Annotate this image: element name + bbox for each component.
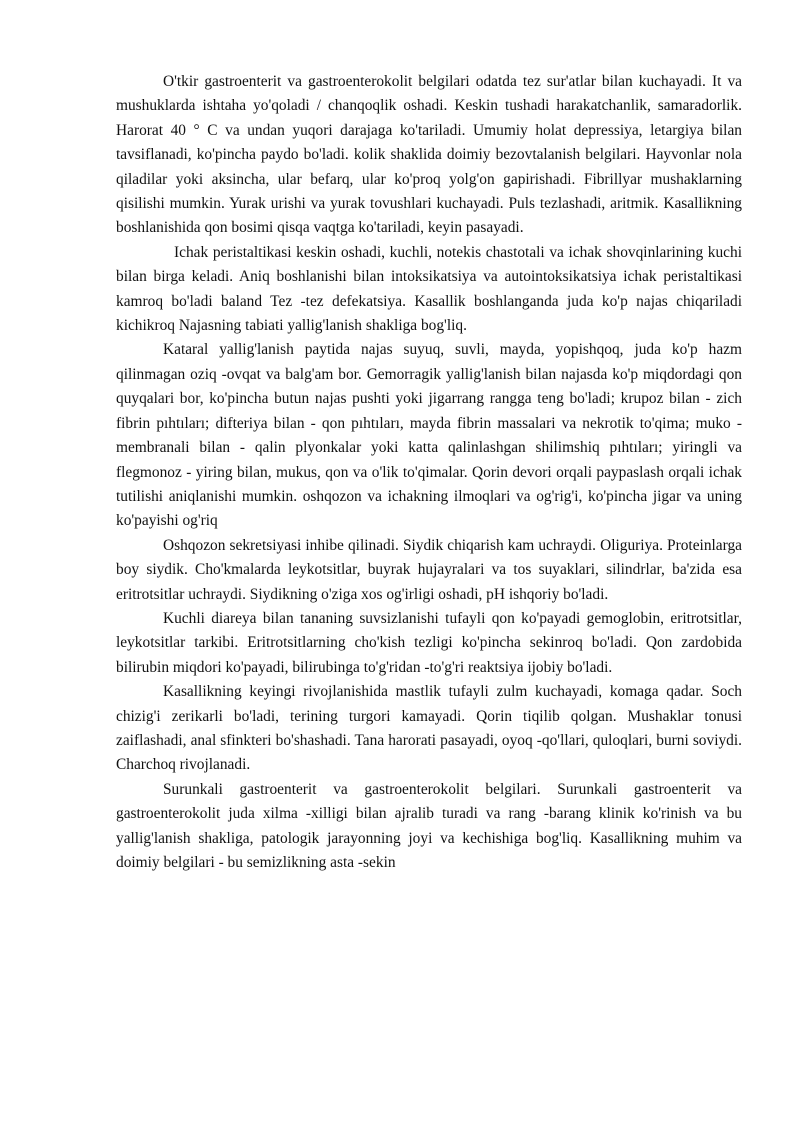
paragraph-acute-signs: O'tkir gastroenterit va gastroenterokolit belgilari odatda tez sur'atlar bilan kuchayadi. It va mushuklarda ishtaha yo'qoladi / chanqoqlik oshadi. Keskin tushadi harakatchanlik, samaradorlik. Harorat 40 ° C va undan yuqori darajaga ko'tariladi. Umumiy holat depressiya, letargiya bilan tavsiflanadi, ko'pincha paydo bo'ladi. kolik shaklida doimiy bezovtalanish belgilari. Hayvonlar nola qiladilar yoki aksincha, ular befarq, ular ko'proq yolg'on gapirishadi. Fibrillyar mushaklarning qisilishi mumkin. Yurak urishi va yurak tovushlari kuchayadi. Puls tezlashadi, aritmik. Kasallikning boshlanishida qon bosimi qisqa vaqtga ko'tariladi, keyin pasayadi. xyxy=(116,73,742,237)
paragraph-catarrhal-inflammation: Kataral yallig'lanish paytida najas suyuq, suvli, mayda, yopishqoq, juda ko'p hazm qilinmagan oziq -ovqat va balg'am bor. Gemorragik yallig'lanish bilan najasda ko'p miqdordagi qon quyqalari bor, ko'pincha butun najas pushti yoki jigarrang rangga teng bo'ladi; krupoz bilan - zich fibrin pıhtıları; difteriya bilan - qon pıhtıları, mayda fibrin massalari va nekrotik to'qima; muko -membranali bilan - qalin plyonkalar yoki katta qalinlashgan shilimshiq pıhtıları; yiringli va flegmonoz - yiring bilan, mukus, qon va o'lik to'qimalar. Qorin devori orqali paypaslash orqali ichak tutilishi aniqlanishi mumkin. oshqozon va ichakning ilmoqlari va og'rig'i, ko'pincha jigar va uning ko'payishi og'riq xyxy=(116,341,742,530)
paragraph-chronic-signs: Surunkali gastroenterit va gastroenterokolit belgilari. Surunkali gastroenterit va gastroenterokolit juda xilma -xilligi bilan ajralib turadi va rang -barang klinik ko'rinish va bu yallig'lanish shakliga, patologik jarayonning joyi va kechishiga bog'liq. Kasallikning muhim va doimiy belgilari - bu semizlikning asta -sekin xyxy=(116,780,742,871)
paragraph-disease-progression: Kasallikning keyingi rivojlanishida mastlik tufayli zulm kuchayadi, komaga qadar. Soch chizig'i zerikarli bo'ladi, terining turgori kamayadi. Qorin tiqilib qolgan. Mushaklar tonusi zaiflashadi, anal sfinkteri bo'shashadi. Tana harorati pasayadi, oyoq -qo'llari, quloqlari, burni soviydi. Charchoq rivojlanadi. xyxy=(116,683,742,774)
paragraph-intestinal-peristalsis: Ichak peristaltikasi keskin oshadi, kuchli, notekis chastotali va ichak shovqinlarining kuchi bilan birga keladi. Aniq boshlanishi bilan intoksikatsiya va autointoksikatsiya ichak peristaltikasi kamroq bo'ladi baland Tez -tez defekatsiya. Kasallik boshlanganda juda ko'p najas chiqariladi kichikroq Najasning tabiati yallig'lanish shakliga bog'liq. xyxy=(116,243,742,335)
document-page xyxy=(116,70,742,875)
paragraph-gastric-secretion: Oshqozon sekretsiyasi inhibe qilinadi. Siydik chiqarish kam uchraydi. Oliguriya. Proteinlarga boy siydik. Cho'kmalarda leykotsitlar, buyrak hujayralari va tos suyaklari, silindrlar, ba'zida esa eritrotsitlar uchraydi. Siydikning o'ziga xos og'irligi oshadi, pH ishqoriy bo'ladi. xyxy=(116,536,742,603)
paragraph-diarrhea-dehydration: Kuchli diareya bilan tananing suvsizlanishi tufayli qon ko'payadi gemoglobin, eritrotsitlar, leykotsitlar tarkibi. Eritrotsitlarning cho'kish tezligi ko'pincha sekinroq bo'ladi. Qon zardobida bilirubin miqdori ko'payadi, bilirubinga to'g'ridan -to'g'ri reaktsiya ijobiy bo'ladi. xyxy=(116,609,742,676)
